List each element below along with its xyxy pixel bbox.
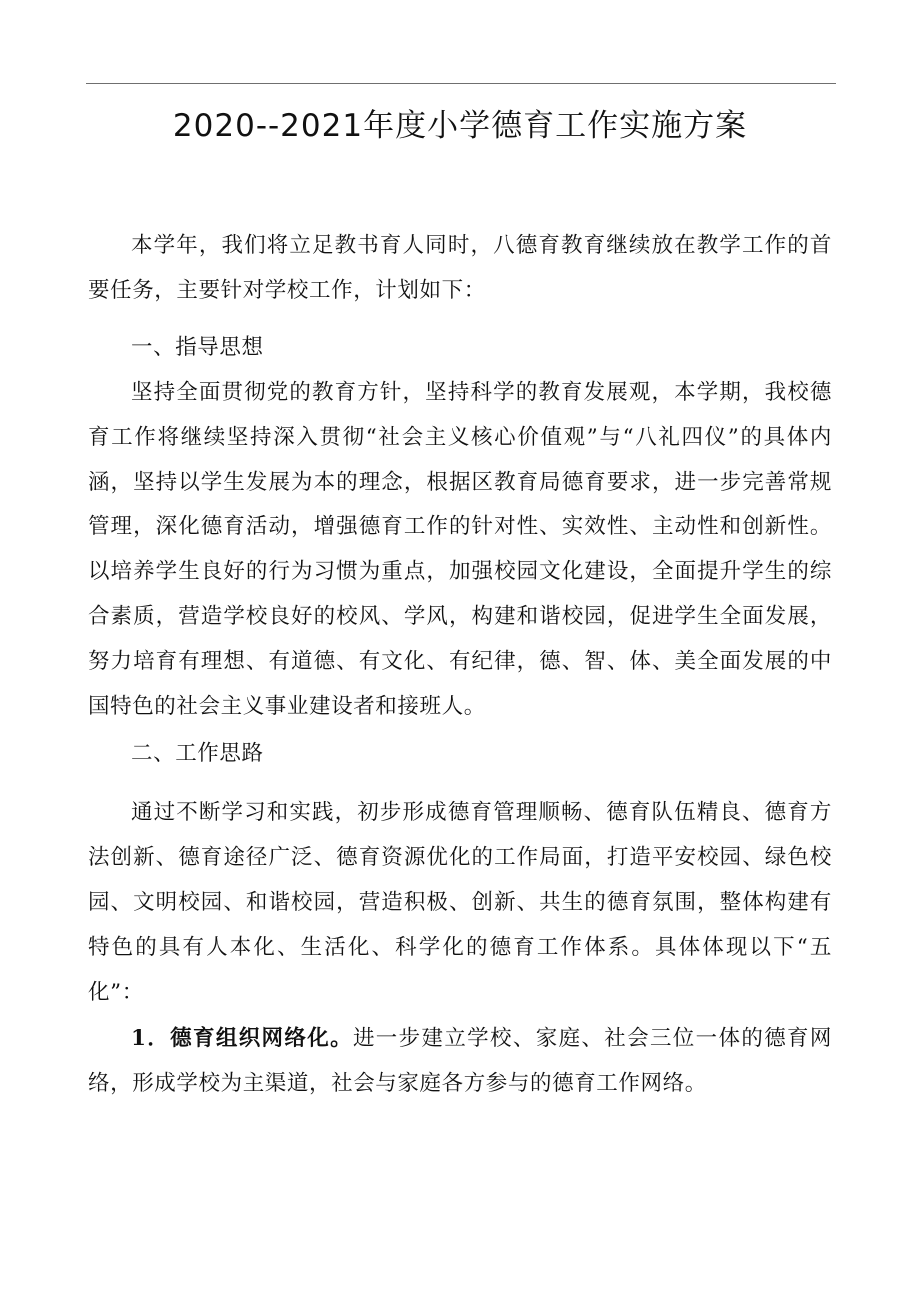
header-rule [86,83,836,84]
guiding-ideology-paragraph: 坚持全面贯彻党的教育方针，坚持科学的教育发展观，本学期，我校德育工作将继续坚持深入贯彻“社会主义核心价值观”与“八礼四仪”的具体内涵，坚持以学生发展为本的理念，根据区教育局德育要求，进一步完善常规管理，深化德育活动，增强德育工作的针对性、实效性、主动性和创新性。以培养学生良好的行为习惯为重点，加强校园文化建设，全面提升学生的综合素质，营造学校良好的校风、学风，构建和谐校园，促进学生全面发展，努力培育有理想、有道德、有文化、有纪律，德、智、体、美全面发展的中国特色的社会主义事业建设者和接班人。 [88,379,832,720]
section-heading-guiding-ideology: 一、指导思想 [131,334,264,360]
list-item-label: 1．德育组织网络化。 [131,1026,353,1052]
intro-paragraph: 本学年，我们将立足教书育人同时，八德育教育继续放在教学工作的首要任务，主要针对学校工作，计划如下： [88,233,832,303]
document-body [88,224,832,1107]
document-title: 2020--2021年度小学德育工作实施方案 [172,108,748,144]
list-item-text: 进一步建立学校、家庭、社会三位一体的德育网络，形成学校为主渠道，社会与家庭各方参与的德育工作网络。 [88,1026,832,1097]
section-heading-work-approach: 二、工作思路 [131,740,264,766]
list-item-moral-education-network [88,1017,832,1107]
work-approach-paragraph: 通过不断学习和实践，初步形成德育管理顺畅、德育队伍精良、德育方法创新、德育途径广泛、德育资源优化的工作局面，打造平安校园、绿色校园、文明校园、和谐校园，营造积极、创新、共生的德育氛围，整体构建有特色的具有人本化、生活化、科学化的德育工作体系。具体体现以下“五化”： [88,799,832,1005]
